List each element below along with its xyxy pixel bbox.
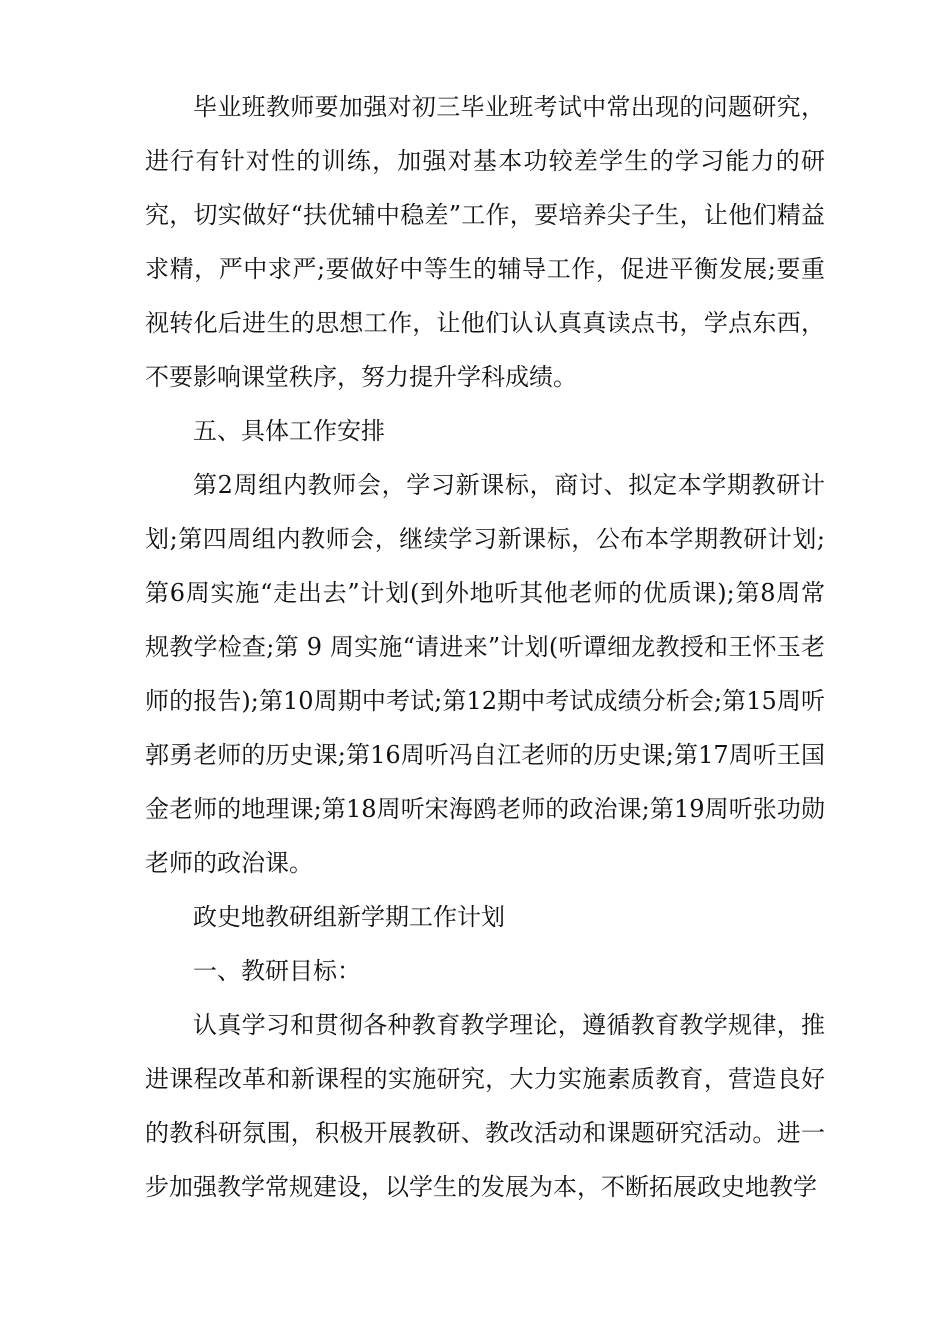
- document-title: 政史地教研组新学期工作计划: [193, 903, 505, 931]
- document-body: [145, 80, 825, 1214]
- section-heading-work-schedule: 五、具体工作安排: [193, 417, 385, 445]
- paragraph-weekly-schedule: 第2周组内教师会，学习新课标，商讨、拟定本学期教研计划;第四周组内教师会，继续学习新课标，公布本学期教研计划;第6周实施“走出去”计划(到外地听其他老师的优质课);第8周常规教学检查;第 9 周实施“请进来”计划(听谭细龙教授和王怀玉老师的报告);第10周期中考试;第12期中考试成绩分析会;第15周听郭勇老师的历史课;第16周听冯自江老师的历史课;第17周听王国金老师的地理课;第18周听宋海鸥老师的政治课;第19周听张功勋老师的政治课。: [145, 471, 825, 877]
- paragraph-research-goals: 认真学习和贯彻各种教育教学理论，遵循教育教学规律，推进课程改革和新课程的实施研究，大力实施素质教育，营造良好的教科研氛围，积极开展教研、教改活动和课题研究活动。进一步加强教学常规建设，以学生的发展为本，不断拓展政史地教学: [145, 1011, 825, 1201]
- section-heading-research-goals: 一、教研目标：: [193, 957, 361, 985]
- paragraph-graduating-class-teachers: 毕业班教师要加强对初三毕业班考试中常出现的问题研究，进行有针对性的训练，加强对基本功较差学生的学习能力的研究，切实做好“扶优辅中稳差”工作，要培养尖子生，让他们精益求精，严中求严;要做好中等生的辅导工作，促进平衡发展;要重视转化后进生的思想工作，让他们认认真真读点书，学点东西，不要影响课堂秩序，努力提升学科成绩。: [145, 93, 825, 391]
